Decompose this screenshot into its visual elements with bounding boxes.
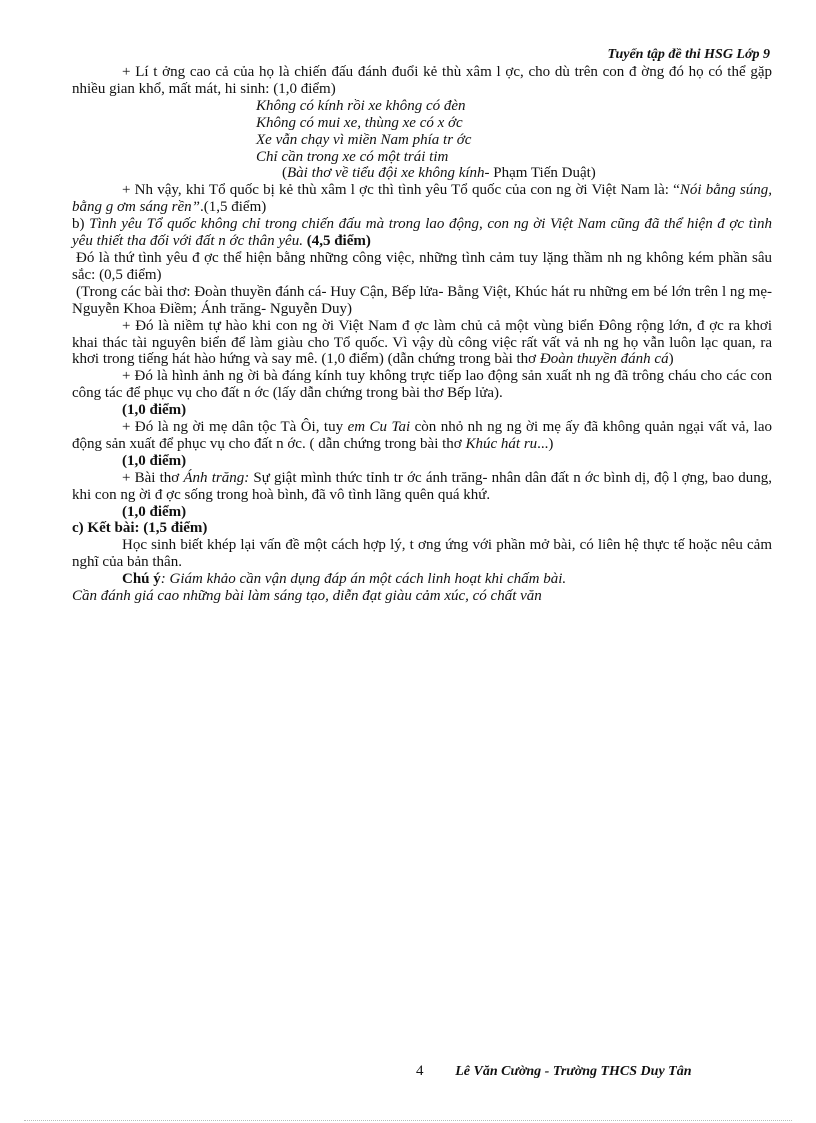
note-label: Chú ý	[122, 571, 161, 588]
poem-ref: Đoàn thuyền đánh cá	[539, 351, 669, 368]
attrib-open: (	[282, 165, 287, 182]
section-b-label: b)	[72, 216, 85, 233]
poem-author: - Phạm Tiến Duật)	[484, 165, 596, 182]
paragraph-sea	[72, 318, 772, 369]
score-line: (1,0 điểm)	[122, 452, 187, 469]
text-span: + Bài thơ	[122, 469, 184, 486]
paragraph-conclusion: Học sinh biết khép lại vấn đề một cách hợp lý, t ơng ứng với phần mở bài, có liên hệ thực tế hoặc nêu cảm nghĩ của bản thân.	[72, 537, 772, 571]
poem-line-4: Chỉ cần trong xe có một trái tim	[256, 148, 449, 165]
poem-line-2: Không có mui xe, thùng xe có x ớc	[256, 114, 463, 131]
page-header: Tuyển tập đề thi HSG Lớp 9	[607, 47, 770, 62]
poem-ref: Khúc hát ru	[465, 435, 538, 452]
section-c-heading: c) Kết bài: (1,5 điểm)	[72, 520, 208, 537]
poem-line-1: Không có kính rồi xe không có đèn	[256, 97, 466, 114]
poem-attribution	[72, 165, 772, 182]
quote-span: Nói bằng súng, bằng g ơm sáng rền”	[72, 182, 772, 216]
document-body	[72, 64, 772, 605]
page-divider	[24, 1120, 792, 1121]
text-span: Sự giật mình thức tỉnh tr ớc ánh trăng- nhân dân đất n ớc bình dị, độ l ợng, bao dung, khi con ng ời đ ợc sống trong hoà bình, đã vô tình lãng quên quá khứ.	[72, 469, 772, 503]
score-line: (1,0 điểm)	[122, 503, 187, 520]
section-b-title: Tình yêu Tổ quốc không chỉ trong chiến đấu mà trong lao động, con ng ời Việt Nam cũng đã thể hiện đ ợc tình yêu thiết tha đối với đất n ớc thân yêu.	[72, 216, 772, 250]
italic-span: em Cu Tai	[347, 419, 411, 436]
paragraph-love-work: Đó là thứ tình yêu đ ợc thể hiện bằng những công việc, những tình cảm tuy lặng thầm nh ng không kém phần sâu sắc: (0,5 điểm)	[72, 249, 772, 283]
text-span: + Nh vậy, khi Tổ quốc bị kẻ thù xâm l ợc thì tình yêu Tổ quốc của con ng ời Việt Nam là: “	[122, 182, 680, 199]
poem-ref: Ánh trăng:	[183, 469, 250, 486]
paragraph-poems-list: (Trong các bài thơ: Đoàn thuyền đánh cá- Huy Cận, Bếp lửa- Bằng Việt, Khúc hát ru những em bé lớn trên l ng mẹ- Nguyễn Khoa Điềm; Ánh trăng- Nguyễn Duy)	[72, 283, 772, 317]
section-b-score: (4,5 điểm)	[306, 233, 371, 250]
text-span: + Đó là ng ời mẹ dân tộc Tà Ôi, tuy	[122, 419, 348, 436]
page-number: 4	[416, 1063, 424, 1079]
paragraph-patriotism	[72, 182, 772, 216]
paragraph-grandmother: + Đó là hình ảnh ng ời bà đáng kính tuy không trực tiếp lao động sản xuất nh ng đã trông cháu cho các con công tác để phục vụ cho đất n ớc (lấy dẫn chứng trong bài thơ Bếp lửa).	[72, 368, 772, 402]
text-span: ...)	[537, 435, 554, 452]
poem-excerpt	[72, 98, 772, 166]
text-span: .(1,5 điểm)	[200, 199, 267, 216]
section-b	[72, 216, 772, 250]
paragraph-ideal: + Lí t ởng cao cả của họ là chiến đấu đánh đuổi kẻ thù xâm l ợc, cho dù trên con đ ờng đó họ có thể gặp nhiều gian khổ, mất mát, hi sinh: (1,0 điểm)	[72, 64, 772, 97]
paragraph-mother	[72, 419, 772, 453]
footer-author: Lê Văn Cường - Trường THCS Duy Tân	[455, 1064, 692, 1079]
text-span: còn nhỏ nh ng ng ời mẹ ấy đã không quản ngại vất vả, lao động sản xuất để phục vụ cho đất n ớc. ( dẫn chứng trong bài thơ	[72, 419, 772, 452]
text-span: )	[668, 351, 674, 368]
note-text: : Giám khảo cần vận dụng đáp án một cách linh hoạt khi chấm bài.	[160, 571, 567, 588]
note-line-2: Cần đánh giá cao những bài làm sáng tạo, diễn đạt giàu cảm xúc, có chất văn	[72, 588, 542, 605]
page-footer	[416, 1063, 692, 1080]
text-span: + Đó là niềm tự hào khi con ng ời Việt Nam đ ợc làm chủ cả một vùng biển Đông rộng lớn, đ ợc ra khơi khai thác tài nguyên biển để làm giàu cho Tổ quốc. Vì vậy dù công việc rất vất vả nh ng họ vẫn luôn lạc quan, ra khơi trong tiếng hát hào hứng và say mê. (1,0 điểm) (dẫn chứng trong bài thơ	[72, 317, 772, 368]
note-line	[72, 571, 772, 588]
poem-line-3: Xe vẫn chạy vì miền Nam phía tr ớc	[256, 131, 472, 148]
score-line: (1,0 điểm)	[122, 402, 187, 419]
paragraph-moonlight	[72, 470, 772, 504]
poem-title: Bài thơ về tiểu đội xe không kính	[287, 165, 485, 182]
